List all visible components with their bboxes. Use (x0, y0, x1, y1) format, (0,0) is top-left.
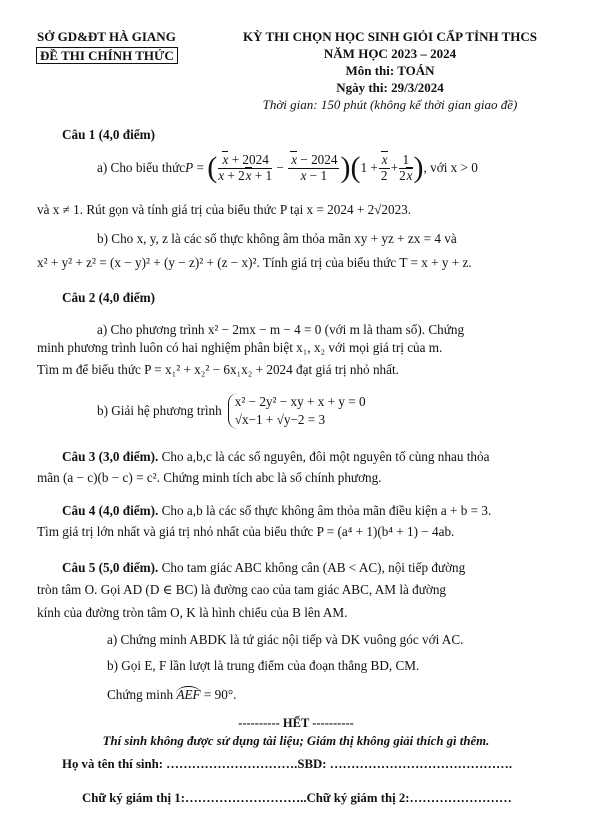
q4-line1 (62, 503, 491, 519)
q5c-tail: = 90°. (200, 687, 237, 702)
q4-line2: Tìm giá trị lớn nhất và giá trị nhỏ nhất của biểu thức P = (a⁴ + 1)(b⁴ + 1) − 4ab. (37, 524, 455, 539)
end-marker: ---------- HẾT ---------- (238, 716, 354, 730)
q5-line3: kính của đường tròn tâm O, K là hình chiếu của B lên AM. (37, 605, 348, 620)
q1a-formula: P = ( $\frac{x + 2024}{x + 2x + 1}$ − $\frac{x - 2024}{x - 1}$ ) ( 1 + $\frac{x}{2}$ + $\frac{1}{2x}$ ) (185, 151, 424, 184)
q2a-line1: a) Cho phương trình x² − 2mx − m − 4 = 0 (với m là tham số). Chứng (97, 322, 465, 337)
candidate-info-line: Họ và tên thí sinh: ………………………….SBD: ……………………………………. (62, 757, 513, 771)
department-name: SỞ GD&ĐT HÀ GIANG (37, 29, 176, 44)
q1a-lead: a) Cho biểu thức (97, 160, 186, 176)
q3-label: Câu 3 (3,0 điểm). (62, 449, 159, 464)
q5-label: Câu 5 (5,0 điểm). (62, 560, 159, 575)
exam-title: KỲ THI CHỌN HỌC SINH GIỎI CẤP TỈNH THCS (242, 29, 537, 44)
q2b-line (97, 393, 366, 429)
q2a-line3: Tìm m để biểu thức P = x₁² + x₂² − 6x₁x₂ + 2024 đạt giá trị nhỏ nhất. (37, 362, 399, 377)
exam-duration: Thời gian: 150 phút (không kể thời gian giao đề) (262, 97, 518, 112)
candidate-note: Thí sinh không được sử dụng tài liệu; Giám thị không giải thích gì thêm. (102, 734, 490, 748)
q5-line2: tròn tâm O. Gọi AD (D ∈ BC) là đường cao của tam giác ABC, AM là đường (37, 582, 447, 597)
q1b-line2: x² + y² + z² = (x − y)² + (y − z)² + (z − x)². Tính giá trị của biểu thức T = x + y + z. (37, 255, 472, 270)
q3-line1 (62, 449, 489, 465)
q2-title: Câu 2 (4,0 điểm) (62, 290, 156, 305)
q1a-condition: , với x > 0 (423, 160, 478, 176)
q5-line1 (62, 560, 465, 576)
q2b-equation-2: √x−1 + √y−2 = 3 (234, 411, 326, 427)
subject: Môn thi: TOÁN (345, 63, 435, 78)
q2b-lead: b) Giải hệ phương trình (97, 403, 222, 419)
exam-date: Ngày thi: 29/3/2024 (336, 80, 444, 95)
q3-text: Cho a,b,c là các số nguyên, đôi một nguyên tố cùng nhau thỏa (158, 449, 490, 464)
official-exam-stamp: ĐỀ THI CHÍNH THỨC (36, 47, 178, 64)
q2b-system (228, 393, 366, 429)
q4-label: Câu 4 (4,0 điểm). (62, 503, 159, 518)
q1a-line (97, 146, 478, 190)
q1a-continuation: và x ≠ 1. Rút gọn và tính giá trị của biểu thức P tại x = 2024 + 2√2023. (37, 202, 412, 217)
q5b: b) Gọi E, F lần lượt là trung điểm của đoạn thẳng BD, CM. (107, 658, 420, 673)
q3-line2: mãn (a − c)(b − c) = c². Chứng minh tích abc là số chính phương. (37, 470, 382, 485)
q5c-lead: Chứng minh (107, 687, 177, 702)
q5a: a) Chứng minh ABDK là tứ giác nội tiếp và DK vuông góc với AC. (107, 632, 464, 647)
q5c-angle: AEF (176, 687, 201, 702)
school-year: NĂM HỌC 2023 – 2024 (323, 46, 457, 61)
q5-text: Cho tam giác ABC không cân (AB < AC), nội tiếp đường (158, 560, 466, 575)
q4-text: Cho a,b là các số thực không âm thỏa mãn điều kiện a + b = 3. (158, 503, 492, 518)
q1b-line1: b) Cho x, y, z là các số thực không âm thỏa mãn xy + yz + zx = 4 và (97, 231, 457, 246)
q1-title: Câu 1 (4,0 điểm) (62, 127, 156, 142)
q2a-line2: minh phương trình luôn có hai nghiệm phân biệt x₁, x₂ với mọi giá trị của m. (37, 340, 443, 355)
q2b-equation-1: x² − 2y² − xy + x + y = 0 (234, 394, 366, 409)
q5c (107, 687, 236, 703)
supervisor-signature-line: Chữ ký giám thị 1:………………………..Chữ ký giám thị 2:…………………… (82, 791, 512, 805)
